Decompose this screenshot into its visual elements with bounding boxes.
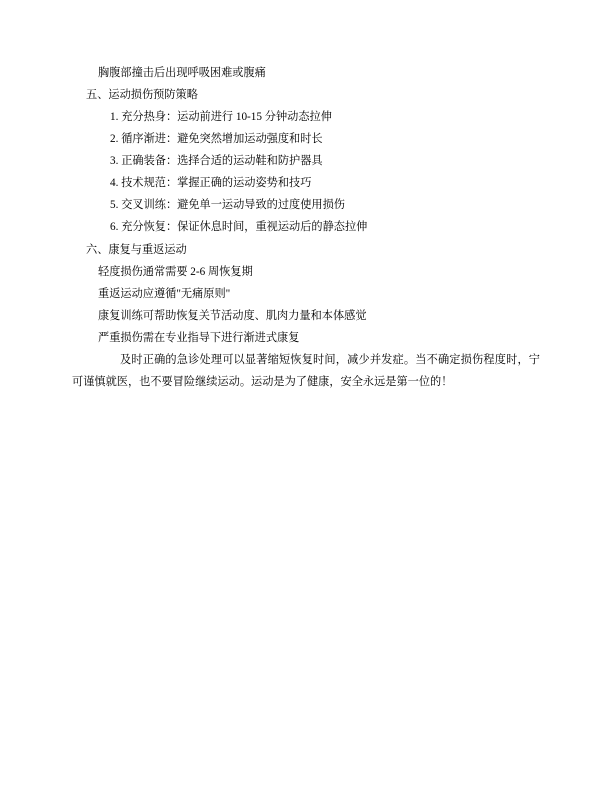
list-item: 5. 交叉训练：避免单一运动导致的过度使用损伤 xyxy=(110,199,345,212)
text-line: 严重损伤需在专业指导下进行渐进式康复 xyxy=(98,331,300,344)
text-line: 胸腹部撞击后出现呼吸困难或腹痛 xyxy=(98,67,266,79)
list-item: 4. 技术规范：掌握正确的运动姿势和技巧 xyxy=(110,177,312,190)
closing-paragraph: 及时正确的急诊处理可以显著缩短恢复时间，减少并发症。当不确定损伤程度时，宁可谨慎就医，也不要冒险继续运动。运动是为了健康，安全永远是第一位的！ xyxy=(72,353,540,388)
text-line: 康复训练可帮助恢复关节活动度、肌肉力量和本体感觉 xyxy=(98,309,367,322)
text-line: 轻度损伤通常需要 2-6 周恢复期 xyxy=(98,265,253,278)
section-heading-five: 五、运动损伤预防策略 xyxy=(86,89,198,102)
list-item: 2. 循序渐进：避免突然增加运动强度和时长 xyxy=(110,133,323,146)
list-item: 1. 充分热身：运动前进行 10-15 分钟动态拉伸 xyxy=(110,111,332,124)
section-heading-six: 六、康复与重返运动 xyxy=(86,243,187,256)
list-item: 6. 充分恢复：保证休息时间，重视运动后的静态拉伸 xyxy=(110,221,368,234)
text-line: 重返运动应遵循"无痛原则" xyxy=(98,287,231,300)
document-body xyxy=(72,62,540,393)
list-item: 3. 正确装备：选择合适的运动鞋和防护器具 xyxy=(110,155,323,168)
